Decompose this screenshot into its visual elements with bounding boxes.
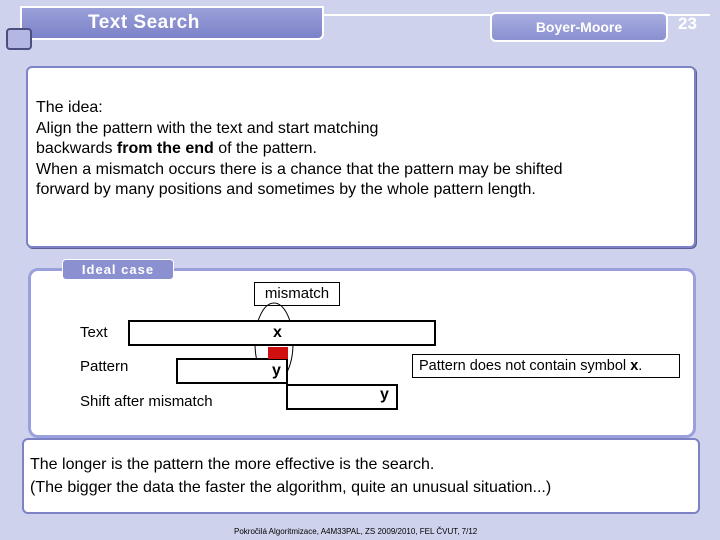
ideal-case-tab: Ideal case bbox=[62, 259, 174, 280]
conclusion-line: The longer is the pattern the more effective is the search. bbox=[30, 456, 435, 473]
idea-line: Align the pattern with the text and start matching bbox=[36, 119, 379, 137]
idea-text bbox=[36, 98, 686, 201]
idea-line: The idea: bbox=[36, 99, 103, 116]
mismatch-label: mismatch bbox=[254, 282, 340, 306]
conclusion-text bbox=[30, 453, 551, 499]
text-bar bbox=[128, 320, 436, 346]
note-symbol: x bbox=[630, 358, 639, 374]
shifted-symbol: y bbox=[380, 386, 389, 403]
pattern-note: Pattern does not contain symbol x. bbox=[412, 354, 680, 378]
page-number: 23 bbox=[678, 14, 697, 33]
text-label: Text bbox=[80, 324, 108, 341]
idea-line: backwards from the end of the pattern. bbox=[36, 140, 317, 157]
pattern-label: Pattern bbox=[80, 358, 129, 375]
emphasis-text: from the end bbox=[116, 140, 214, 157]
corner-decoration bbox=[6, 28, 32, 50]
footer-text: Pokročilá Algoritmizace, A4M33PAL, ZS 2009/2010, FEL ČVUT, 7/12 bbox=[234, 527, 478, 536]
slide-title: Text Search bbox=[88, 12, 200, 33]
mismatch-marker bbox=[268, 347, 288, 359]
ideal-case-panel bbox=[28, 268, 696, 438]
text-symbol: x bbox=[273, 324, 282, 341]
idea-line: When a mismatch occurs there is a chance that the pattern may be shifted bbox=[36, 160, 563, 178]
shift-label: Shift after mismatch bbox=[80, 393, 213, 410]
idea-line: forward by many positions and sometimes by the whole pattern length. bbox=[36, 181, 536, 198]
pattern-symbol: y bbox=[272, 362, 281, 379]
method-tab: Boyer-Moore bbox=[490, 12, 668, 42]
conclusion-line: (The bigger the data the faster the algorithm, quite an unusual situation...) bbox=[30, 479, 552, 496]
